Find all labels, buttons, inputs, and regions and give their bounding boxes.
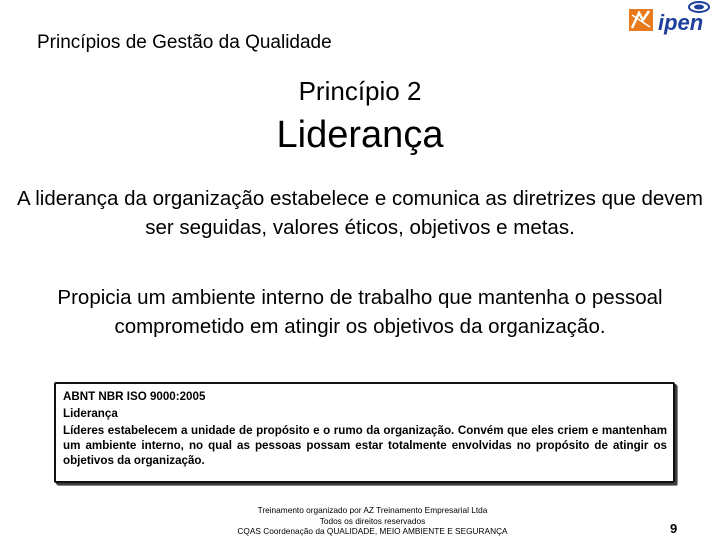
slide-subtitle: Princípio 2	[298, 76, 422, 106]
logo-text: ipen	[658, 10, 704, 35]
quote-body: Líderes estabelecem a unidade de propósito e o rumo da organização. Convém que eles criem e mantenham um ambiente interno, no qual as pessoas possam estar totalmente envolvidas no propósito de atingir os objetivos da organização.	[63, 424, 667, 468]
header-title: Princípios de Gestão da Qualidade	[37, 32, 332, 53]
footer	[200, 505, 545, 537]
paragraph-2: Propicia um ambiente interno de trabalho que mantenha o pessoal comprometido em atingir os objetivos da organização.	[57, 286, 663, 338]
footer-line-3: CQAS Coordenação da QUALIDADE, MEIO AMBIENTE E SEGURANÇA	[237, 526, 508, 536]
paragraph-1: A liderança da organização estabelece e comunica as diretrizes que devem ser seguidas, valores éticos, objetivos e metas.	[16, 187, 704, 239]
quote-source: ABNT NBR ISO 9000:2005	[63, 390, 206, 403]
page-number: 9	[670, 521, 678, 536]
quote-heading: Liderança	[63, 406, 118, 420]
quote-box	[54, 382, 675, 483]
footer-line-2: Todos os direitos reservados	[319, 515, 426, 526]
slide-title: Liderança	[276, 114, 444, 156]
footer-line-1: Treinamento organizado por AZ Treinamento Empresarial Ltda	[257, 505, 488, 515]
ipen-logo	[627, 0, 717, 38]
